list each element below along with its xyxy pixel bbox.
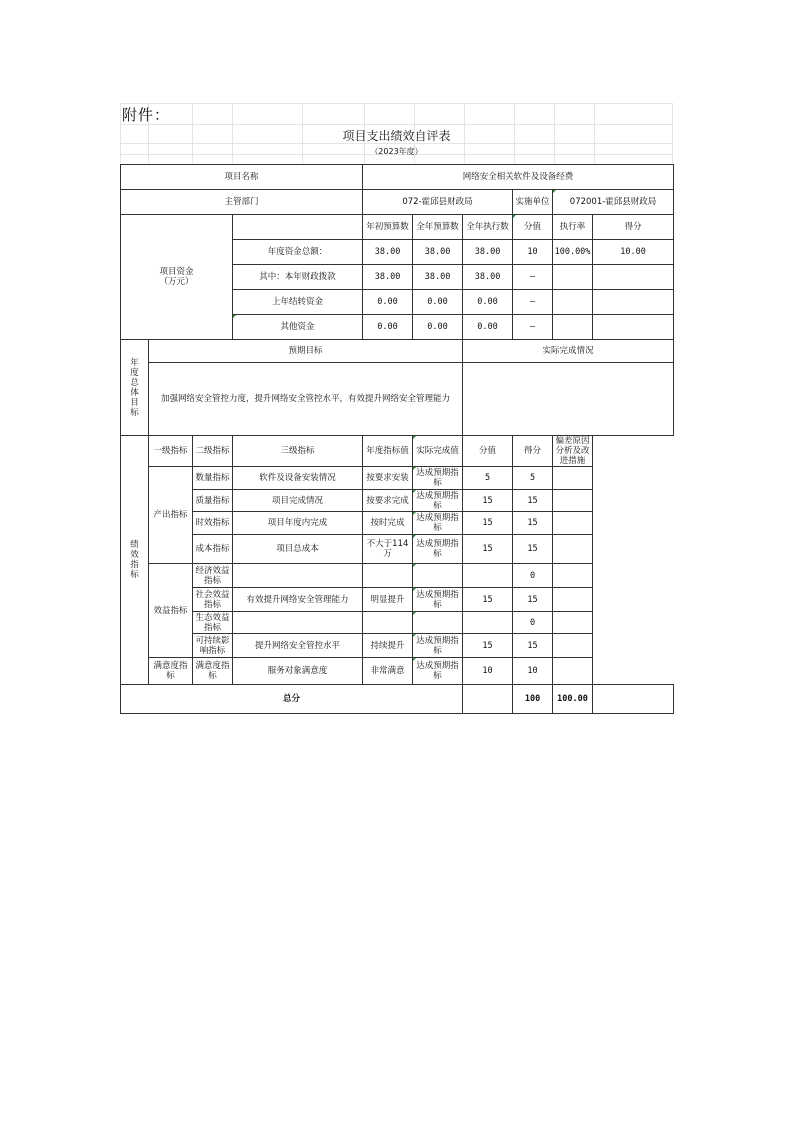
deviation-analysis — [553, 535, 593, 564]
indicator-got: 15 — [513, 535, 553, 564]
actual-value: 达成预期指标 — [413, 535, 463, 564]
deviation-analysis — [553, 490, 593, 512]
funds-full: 0.00 — [413, 315, 463, 340]
annual-target-value — [363, 612, 413, 634]
project-name-label: 项目名称 — [121, 165, 363, 190]
funds-initial: 38.00 — [363, 265, 413, 290]
indicator-header: 二级指标 — [193, 436, 233, 467]
table-row — [121, 658, 674, 685]
level2-indicator: 生态效益指标 — [193, 612, 233, 634]
level3-indicator: 项目总成本 — [233, 535, 363, 564]
indicator-got: 5 — [513, 467, 553, 490]
deviation-analysis — [553, 588, 593, 612]
actual-value — [413, 612, 463, 634]
deviation-analysis — [553, 467, 593, 490]
actual-value: 达成预期指标 — [413, 490, 463, 512]
deviation-analysis — [553, 634, 593, 658]
level2-indicator: 可持续影响指标 — [193, 634, 233, 658]
funds-score: — — [513, 265, 553, 290]
table-row — [121, 165, 674, 190]
level2-indicator: 社会效益指标 — [193, 588, 233, 612]
actual-value: 达成预期指标 — [413, 658, 463, 685]
level3-indicator: 有效提升网络安全管理能力 — [233, 588, 363, 612]
actual-value: 达成预期指标 — [413, 588, 463, 612]
funds-header: 全年预算数 — [413, 215, 463, 240]
indicator-got: 10 — [513, 658, 553, 685]
indicator-got: 15 — [513, 634, 553, 658]
annual-target-value: 按时完成 — [363, 512, 413, 535]
level2-indicator: 数量指标 — [193, 467, 233, 490]
actual-value: 达成预期指标 — [413, 634, 463, 658]
funds-header-blank — [233, 215, 363, 240]
table-row — [121, 436, 674, 467]
funds-header: 执行率 — [553, 215, 593, 240]
actual-value: 达成预期指标 — [413, 467, 463, 490]
deviation-analysis — [553, 658, 593, 685]
level2-indicator: 满意度指标 — [193, 658, 233, 685]
funds-got — [593, 265, 674, 290]
performance-indicator-label: 绩 效 指 标 — [121, 436, 149, 685]
funds-header: 全年执行数 — [463, 215, 513, 240]
indicator-score: 15 — [463, 535, 513, 564]
funds-header: 年初预算数 — [363, 215, 413, 240]
indicator-score: 15 — [463, 634, 513, 658]
dept-value: 072-霍邱县财政局 — [363, 190, 513, 215]
dept-label: 主管部门 — [121, 190, 363, 215]
actual-value: 达成预期指标 — [413, 512, 463, 535]
annual-target-value: 不大于114万 — [363, 535, 413, 564]
indicator-score — [463, 612, 513, 634]
funds-full: 38.00 — [413, 265, 463, 290]
indicator-header: 年度指标值 — [363, 436, 413, 467]
deviation-analysis — [553, 612, 593, 634]
table-row — [121, 340, 674, 363]
funds-exec: 38.00 — [463, 265, 513, 290]
funds-score: — — [513, 290, 553, 315]
funds-label: 项目资金 （万元） — [121, 215, 233, 340]
actual-completion-text — [463, 363, 674, 436]
actual-completion-label: 实际完成情况 — [463, 340, 674, 363]
level3-indicator — [233, 564, 363, 588]
table-row — [121, 535, 674, 564]
level3-indicator: 软件及设备安装情况 — [233, 467, 363, 490]
deviation-analysis — [553, 564, 593, 588]
indicator-header: 三级指标 — [233, 436, 363, 467]
funds-rate — [553, 265, 593, 290]
indicator-got: 15 — [513, 490, 553, 512]
level2-indicator: 经济效益指标 — [193, 564, 233, 588]
expected-goal-text: 加强网络安全管控力度，提升网络安全管控水平，有效提升网络安全管理能力 — [149, 363, 463, 436]
funds-row-name: 其中：本年财政拨款 — [233, 265, 363, 290]
funds-exec: 0.00 — [463, 315, 513, 340]
indicator-header: 偏差原因分析及改进措施 — [553, 436, 593, 467]
indicator-score: 15 — [463, 512, 513, 535]
level1-indicator: 产出指标 — [149, 467, 193, 564]
unit-label: 实施单位 — [513, 190, 553, 215]
table-row — [121, 490, 674, 512]
annual-target-value: 按要求完成 — [363, 490, 413, 512]
attachment-label: 附件： — [122, 106, 171, 124]
annual-goal-label: 年 度 总 体 目 标 — [121, 340, 149, 436]
project-name: 网络安全相关软件及设备经费 — [363, 165, 674, 190]
indicator-header: 分值 — [463, 436, 513, 467]
level2-indicator: 质量指标 — [193, 490, 233, 512]
indicator-got: 15 — [513, 512, 553, 535]
funds-initial: 0.00 — [363, 290, 413, 315]
funds-got: 10.00 — [593, 240, 674, 265]
indicator-got: 0 — [513, 612, 553, 634]
indicator-score — [463, 564, 513, 588]
level2-indicator: 成本指标 — [193, 535, 233, 564]
funds-exec: 0.00 — [463, 290, 513, 315]
total-blank — [463, 685, 513, 714]
table-row — [121, 190, 674, 215]
table-row — [121, 612, 674, 634]
indicator-header: 得分 — [513, 436, 553, 467]
indicator-score: 5 — [463, 467, 513, 490]
funds-initial: 38.00 — [363, 240, 413, 265]
indicator-header: 实际完成值 — [413, 436, 463, 467]
funds-row-name: 上年结转资金 — [233, 290, 363, 315]
total-got: 100.00 — [553, 685, 593, 714]
indicator-got: 0 — [513, 564, 553, 588]
funds-full: 38.00 — [413, 240, 463, 265]
annual-target-value: 非常满意 — [363, 658, 413, 685]
funds-exec: 38.00 — [463, 240, 513, 265]
table-row — [121, 512, 674, 535]
form-year: （2023年度） — [370, 147, 423, 156]
table-row — [121, 564, 674, 588]
funds-initial: 0.00 — [363, 315, 413, 340]
indicator-score: 10 — [463, 658, 513, 685]
unit-value: 072001-霍邱县财政局 — [553, 190, 674, 215]
annual-target-value: 按要求安装 — [363, 467, 413, 490]
funds-rate — [553, 290, 593, 315]
total-label: 总分 — [121, 685, 463, 714]
table-row — [121, 215, 674, 240]
level1-indicator: 满意度指标 — [149, 658, 193, 685]
table-row — [121, 363, 674, 436]
form-title: 项目支出绩效自评表 — [342, 129, 451, 143]
total-remark — [593, 685, 674, 714]
funds-rate: 100.00% — [553, 240, 593, 265]
indicator-score: 15 — [463, 588, 513, 612]
expected-goal-label: 预期目标 — [149, 340, 463, 363]
deviation-analysis — [553, 512, 593, 535]
level1-indicator: 效益指标 — [149, 564, 193, 658]
table-row — [121, 634, 674, 658]
funds-full: 0.00 — [413, 290, 463, 315]
indicator-got: 15 — [513, 588, 553, 612]
funds-score: — — [513, 315, 553, 340]
annual-target-value: 持续提升 — [363, 634, 413, 658]
funds-header: 得分 — [593, 215, 674, 240]
total-row — [121, 685, 674, 714]
funds-rate — [553, 315, 593, 340]
table-row — [121, 467, 674, 490]
self-evaluation-table — [120, 164, 674, 714]
funds-got — [593, 315, 674, 340]
level3-indicator: 项目年度内完成 — [233, 512, 363, 535]
indicator-score: 15 — [463, 490, 513, 512]
funds-score: 10 — [513, 240, 553, 265]
level3-indicator: 提升网络安全管控水平 — [233, 634, 363, 658]
level3-indicator — [233, 612, 363, 634]
table-row — [121, 588, 674, 612]
annual-target-value: 明显提升 — [363, 588, 413, 612]
level3-indicator: 项目完成情况 — [233, 490, 363, 512]
level2-indicator: 时效指标 — [193, 512, 233, 535]
funds-row-name: 年度资金总额： — [233, 240, 363, 265]
actual-value — [413, 564, 463, 588]
level3-indicator: 服务对象满意度 — [233, 658, 363, 685]
funds-header: 分值 — [513, 215, 553, 240]
annual-target-value — [363, 564, 413, 588]
total-score: 100 — [513, 685, 553, 714]
funds-got — [593, 290, 674, 315]
funds-row-name: 其他资金 — [233, 315, 363, 340]
indicator-header: 一级指标 — [149, 436, 193, 467]
